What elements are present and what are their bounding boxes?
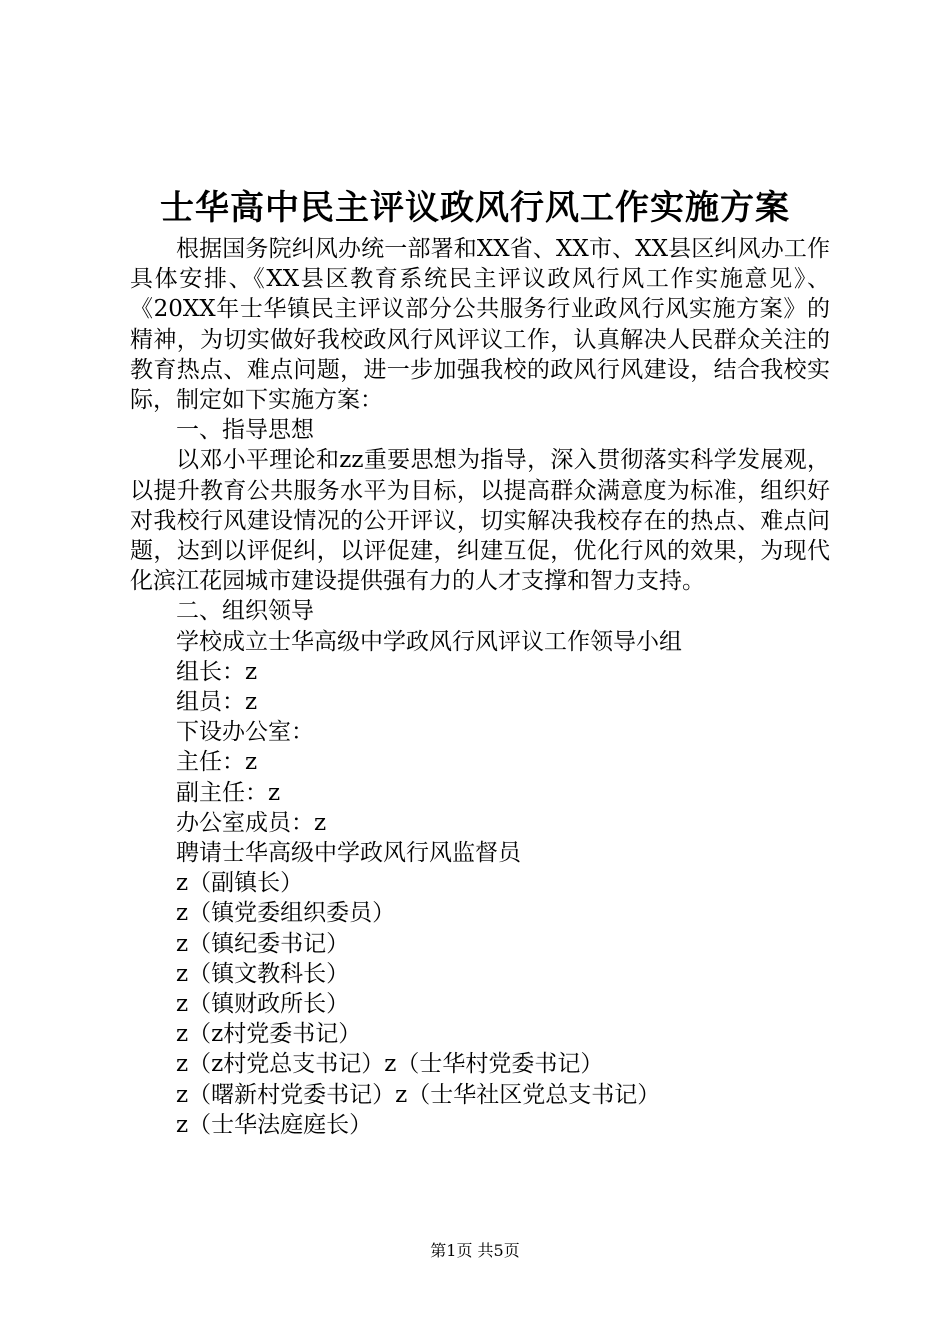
organization-line: z（镇财政所长） — [176, 991, 350, 1018]
document-body — [130, 234, 830, 1140]
guiding-ideology-paragraph: 以邓小平理论和zz重要思想为指导，深入贯彻落实科学发展观，以提升教育公共服务水平为目标，以提高群众满意度为标准，组织好对我校行风建设情况的公开评议，切实解决我校存在的热点、难点问题，达到以评促纠，以评促建，纠建互促，优化行风的效果，为现代化滨江花园城市建设提供强有力的人才支撑和智力支持。 — [130, 447, 830, 595]
intro-paragraph: 根据国务院纠风办统一部署和XX省、XX市、XX县区纠风办工作具体安排、《XX县区教育系统民主评议政风行风工作实施意见》、《20XX年士华镇民主评议部分公共服务行业政风行风实施方案》的精神，为切实做好我校政风行风评议工作，认真解决人民群众关注的教育热点、难点问题，进一步加强我校的政风行风建设，结合我校实际，制定如下实施方案： — [130, 236, 830, 414]
page-footer: 第1页 共5页 — [430, 1241, 520, 1260]
organization-line: 主任：z — [176, 749, 258, 776]
organization-line: z（士华法庭庭长） — [176, 1111, 373, 1138]
organization-line: z（镇纪委书记） — [176, 930, 350, 957]
organization-line: z（副镇长） — [176, 870, 304, 897]
section-heading-guiding-ideology: 一、指导思想 — [176, 417, 314, 444]
organization-line: 组长：z — [176, 658, 258, 685]
organization-list — [130, 627, 830, 1140]
organization-line: z（z村党总支书记）z（士华村党委书记） — [176, 1051, 604, 1078]
document-title: 士华高中民主评议政风行风工作实施方案 — [160, 188, 790, 228]
section-heading-organization: 二、组织领导 — [176, 598, 314, 625]
organization-line: z（镇党委组织委员） — [176, 900, 396, 927]
organization-line: 副主任：z — [176, 779, 281, 806]
organization-line: 下设办公室： — [176, 719, 314, 746]
organization-line: 聘请士华高级中学政风行风监督员 — [176, 840, 521, 867]
organization-line: z（镇文教科长） — [176, 960, 350, 987]
organization-line: z（z村党委书记） — [176, 1021, 362, 1048]
organization-line: z（曙新村党委书记）z（士华社区党总支书记） — [176, 1081, 661, 1108]
organization-line: 办公室成员：z — [176, 809, 327, 836]
organization-line: 学校成立士华高级中学政风行风评议工作领导小组 — [176, 628, 682, 655]
organization-line: 组员：z — [176, 689, 258, 716]
